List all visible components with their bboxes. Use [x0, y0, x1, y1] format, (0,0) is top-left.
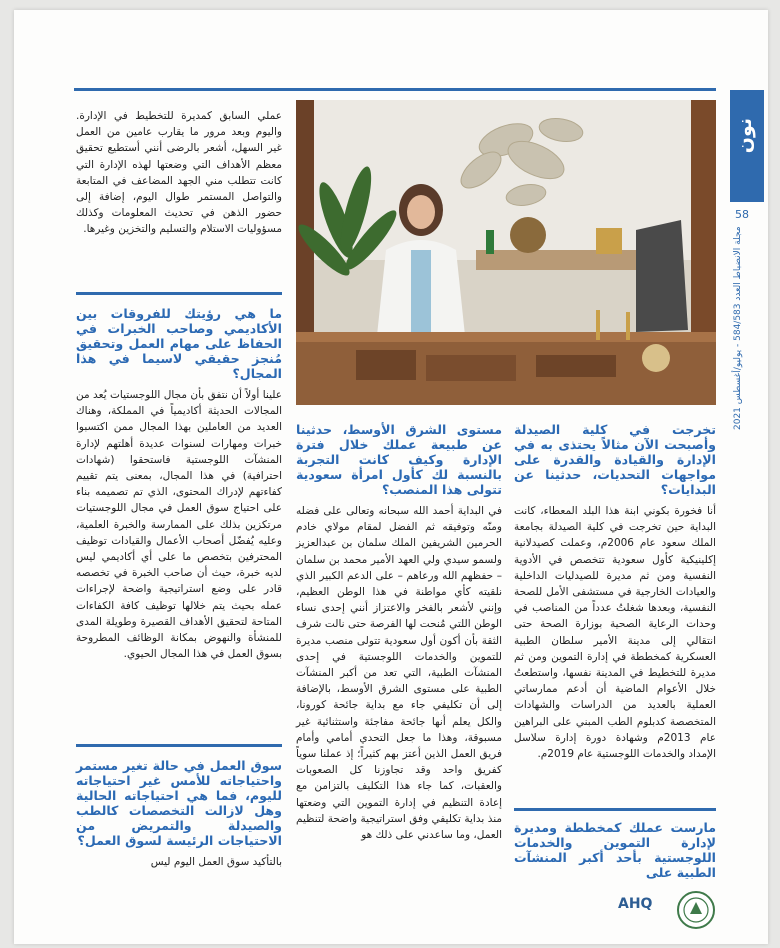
article-column-left [76, 108, 282, 238]
article-column-left-section-3 [76, 758, 282, 870]
ahq-logo: AHQ [618, 896, 653, 912]
answer-text: بالتأكيد سوق العمل اليوم ليس [150, 856, 282, 868]
hospital-seal-logo [676, 890, 716, 930]
answer-text: أنا فخورة بكوني ابنة هذا البلد المعطاء، كانت البداية حين تخرجت في كلية الصيدلة بجامعة الملك سعود عام 2006م، وعملت كصيدلانية إكلينيكية كأول سعودية تتخصص في الأدوية النفسية ومن ثم مديرة للصيدليات الداخلية والعيادات الخارجية في مستشفى الأمل للصحة النفسية، وبعدها شغلتُ عدداً من المناصب في وحدات الرعاية الصحية بوزارة الصحة حتى انتقالي إلى مدينة الأمير سلطان الطبية العسكرية كمخططة في إدارة التموين ومن ثم مديرة للتخطيط في المدينة نفسها، واستطعتُ خلال الأعوام الماضية أن أدعم ممارساتي العملية بالعديد من الدراسات والشهادات المتخصصة كدبلوم الطب المبني على البراهين عام 2013م وشهادة دورة إدارة سلاسل الإمداد والخدمات اللوجستية عام 2019م. [514, 505, 716, 761]
article-column-right [514, 422, 716, 762]
question-heading: مارست عملك كمخططة ومديرة لإدارة التموين والخدمات اللوجستية بأحد أكبر المنشآت الطبية على [514, 820, 716, 880]
page-number: 58 [735, 208, 749, 221]
answer-text: عملي السابق كمديرة للتخطيط في الإدارة. واليوم وبعد مرور ما يقارب عامين من العمل غير السهل، أشعر بالرضى أنني أستطيع تحقيق معظم الأهداف التي وضعتها لهذه الإدارة التي كانت تتطلب مني الجهد المضاعف في المتابعة والتواصل المستمر طوال اليوم، إضافة إلى حضور الذهن في تحديث المعلومات وكذلك مسؤوليات الاستلام والتسليم والتخزين وغيرها. [76, 110, 282, 236]
issue-meta: مجلة الانضباط العدد 584/583 - يوليو/أغسطس 2021 [733, 226, 743, 430]
magazine-name: نون [734, 118, 756, 154]
section-divider [76, 744, 282, 747]
question-heading: مستوى الشرق الأوسط، حدثينا عن طبيعة عملك خلال فترة الإدارة وكيف كانت التجربة بالنسبة لك كأول امرأة سعودية تتولى هذا المنصب؟ [296, 422, 502, 497]
article-column-middle [296, 422, 502, 843]
question-heading: ما هي رؤيتك للفروقات بين الأكاديمي وصاحب الخبرات في الحفاظ على مهام العمل وتحقيق مُنجز حقيقي لاسيما في هذا المجال؟ [76, 306, 282, 381]
question-heading: سوق العمل في حالة تغير مستمر واحتياجاته للأمس غير احتياجاته لليوم، فما هي احتياجاته الحالية وهل لازالت التخصصات كالطب والصيدلة والتمريض من الاحتياجات الرئيسة لسوق العمل؟ [76, 758, 282, 848]
section-divider [514, 808, 716, 811]
top-divider [74, 88, 716, 91]
question-heading: تخرجت في كلية الصيدلة وأصبحت الآن مثالاً يحتذى به في الإدارة والقيادة والقدرة على مواجهات التحديات، حدثينا عن البدايات؟ [514, 422, 716, 497]
answer-text: علينا أولاً أن نتفق بأن مجال اللوجستيات يُعد من المجالات الحديثة أكاديمياً في المملكة، وهناك العديد من العاملين بهذا المجال ممن اكتسبوا خبرات ومهارات لسنوات عديدة أهلتهم لإدارة المنشآت اللوجستية فاستحقوا (شهادات احترافية) في هذا المجال، بمعنى يتم تقييم كفاءتهم لإدراك المحتوى، الذي تم تصميمه بناء على احتياج سوق العمل في مجال اللوجستيات مرتكزين بذلك على الممارسة والخبرة العلمية، وعليه يُفضّل أصحاب الأعمال والقيادات توظيف المحترفين بتخصص ما على أي أكاديمي ليس لديه خبرة، حيث أن صاحب الخبرة في تخصصه قادر على وضع استراتيجية واضحة لإجراءات عمله بحيث يتم خلالها توظيف كافة الكفاءات المتاحة لتحقيق الأهداف القصيرة وطويلة المدى للمنشأة والنهوض بمكانة الوظائف المطروحة بسوق العمل في هذا المجال الحيوي. [76, 389, 282, 661]
interview-photo [296, 100, 716, 405]
section-divider [76, 292, 282, 295]
article-column-right-continued [514, 820, 716, 880]
answer-text: في البداية أحمد الله سبحانه وتعالى على فضله ومنّه وتوفيقه ثم الفضل لمقام مولاي خادم الحرمين الشريفين الملك سلمان بن عبدالعزيز ولسمو سيدي ولي العهد الأمير محمد بن سلمان – حفظهم الله ورعاهم – على الدعم الكبير الذي نلقيته كأي مواطنة في هذا الوطن العظيم، وإنني لأشعر بالفخر والاعتزاز أنني إحدى نساء الوطن اللتي مُنحت لها الفرصة حتى نالت شرف الثقة بأن أكون أول سعودية تتولى منصب مديرة للتموين والخدمات اللوجستية في إحدى المنشآت الطبية، التي تعد من أكبر المنشآت الطبية على مستوى الشرق الأوسط، بالإضافة إلى أن تكليفي جاء مع بداية جائحة كورونا، والكل يعلم أنها جائحة مفاجئة واستثنائية غير مسبوقة، وهذا ما جعل التحدي أمامي وأمام فريق العمل الذين أعتز بهم كثيراً؛ إذ عملنا سوياً كفريق واحد وقد تجاوزنا كل الصعوبات والعقبات، كما جاء هذا التكليف بالتزامن مع إعادة التنظيم في إدارة التموين التي وضعتها منذ بداية تكليفي وفق استراتيجية واضحة لتنظيم العمل، وما ساعدني على ذلك هو [296, 505, 502, 842]
article-column-left-section-2 [76, 306, 282, 662]
